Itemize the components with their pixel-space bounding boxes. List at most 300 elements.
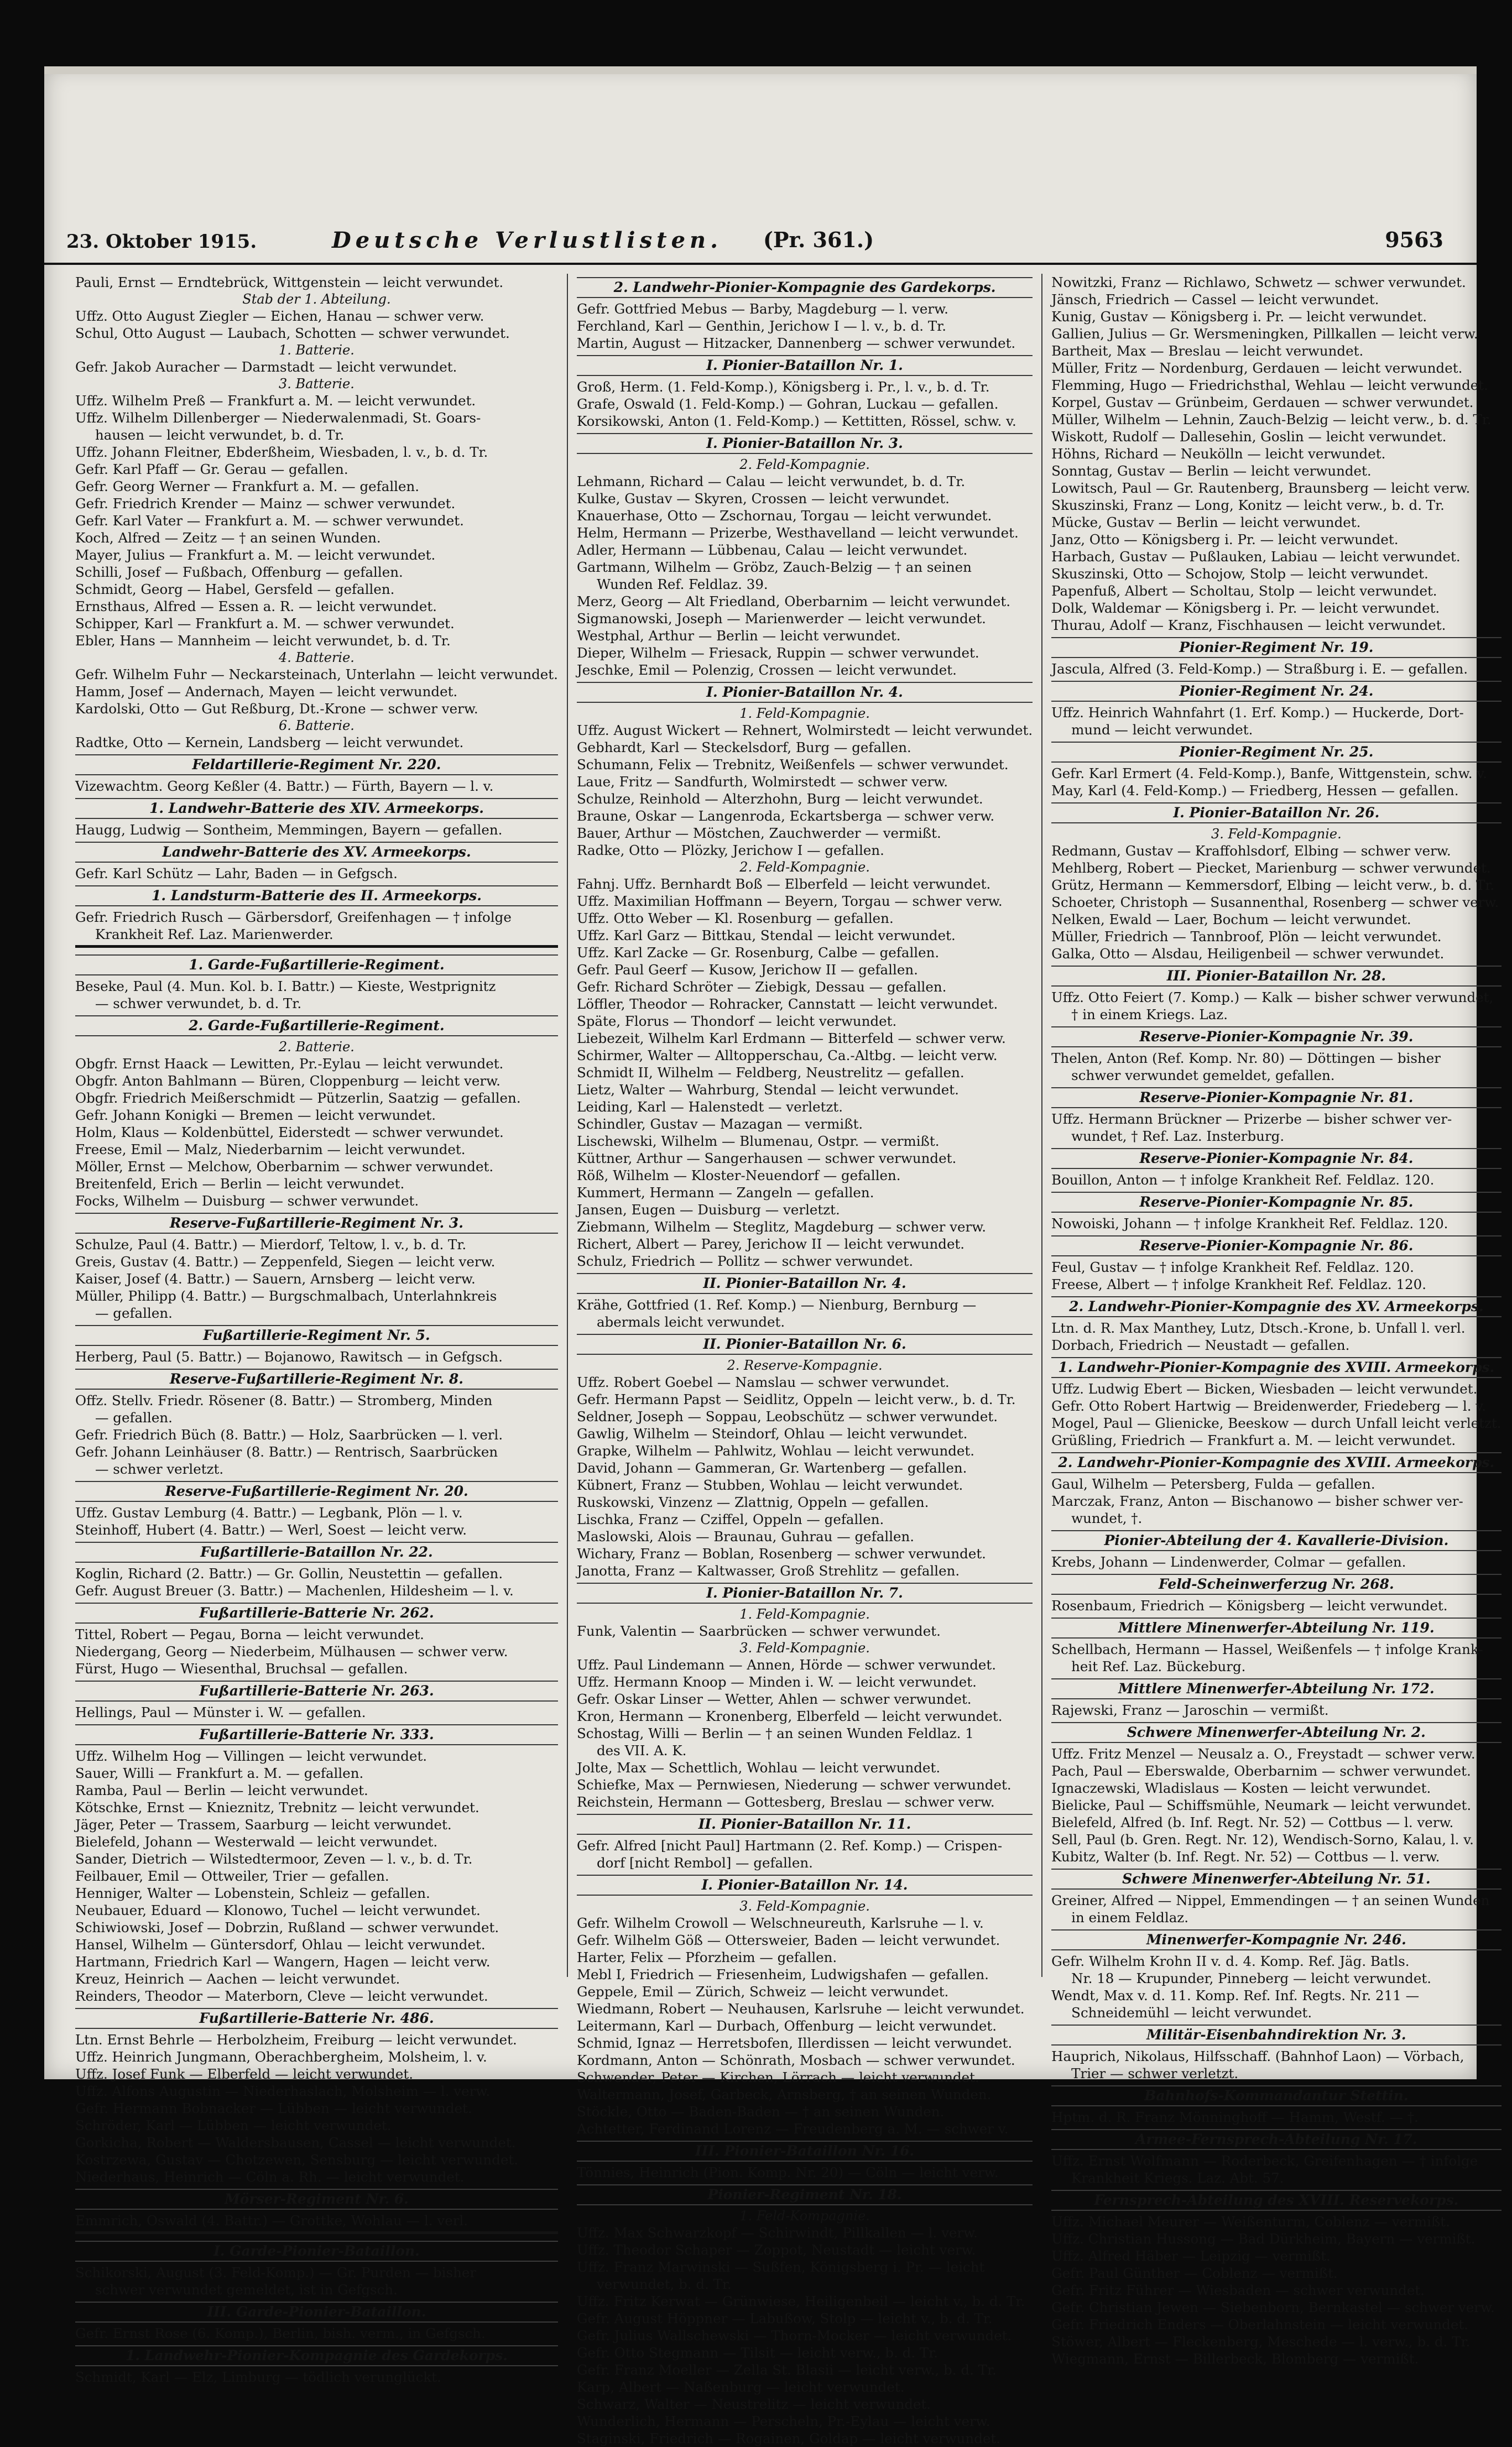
casualty-entry: Müller, Wilhelm — Lehnin, Zauch-Belzig — leicht verw., b. d. Tr. [1051, 411, 1492, 427]
section-heading: 1. Landwehr-Batterie des XIV. Armeekorps. [75, 798, 558, 819]
casualty-entry: Rajewski, Franz — Jaroschin — vermißt. [1051, 1702, 1329, 1718]
casualty-entry: Schumann, Felix — Trebnitz, Weißenfels — schwer verwundet. [576, 756, 1009, 773]
casualty-entry: Uffz. Otto Feiert (7. Komp.) — Kalk — bisher schwer verwundet, [1051, 989, 1494, 1005]
casualty-entry: Funk, Valentin — Saarbrücken — schwer verwundet. [576, 1623, 941, 1639]
casualty-entry: May, Karl (4. Feld-Komp.) — Friedberg, Hessen — gefallen. [1051, 782, 1459, 799]
section-heading: I. Pionier-Bataillon Nr. 4. [577, 682, 1033, 703]
casualty-entry: Schulze, Reinhold — Alterzhohn, Burg — leicht verwundet. [576, 791, 983, 807]
section-heading: Landwehr-Batterie des XV. Armeekorps. [75, 842, 558, 863]
casualty-entry: Gefr. Franz Moeller — Zella St. Blasii — leicht verw., b. d. Tr. [576, 2362, 997, 2378]
casualty-entry: David, Johann — Gammeran, Gr. Wartenberg — gefallen. [576, 1460, 967, 1476]
section-heading: 1. Garde-Fußartillerie-Regiment. [75, 954, 558, 975]
casualty-entry: Niedergang, Georg — Niederbeim, Mülhausen — schwer verw. [75, 1643, 508, 1660]
casualty-entry: Focks, Wilhelm — Duisburg — schwer verwundet. [75, 1193, 419, 1209]
casualty-entry: Kübnert, Franz — Stubben, Wohlau — leicht verwundet. [576, 1477, 963, 1493]
casualty-entry: Mehlberg, Robert — Piecket, Marienburg — schwer verwundet. [1051, 860, 1491, 876]
casualty-entry: Gallien, Julius — Gr. Wersmeningken, Pillkallen — leicht verw. [1051, 326, 1478, 342]
casualty-entry: Gawlig, Wilhelm — Steindorf, Ohlau — leicht verwundet. [576, 1426, 968, 1442]
section-heading: Reserve-Pionier-Kompagnie Nr. 81. [1051, 1087, 1501, 1108]
section-heading: 2. Landwehr-Pionier-Kompagnie des Gardekorps. [577, 277, 1033, 298]
section-heading: Schwere Minenwerfer-Abteilung Nr. 2. [1051, 1722, 1501, 1743]
section-heading: Reserve-Pionier-Kompagnie Nr. 39. [1051, 1026, 1501, 1047]
casualty-entry: Ruskowski, Vinzenz — Zlattnig, Oppeln — gefallen. [576, 1494, 929, 1510]
casualty-entry: Grapke, Wilhelm — Pahlwitz, Wohlau — leicht verwundet. [576, 1443, 975, 1459]
column-right [1041, 274, 1510, 2367]
entry-continuation: — gefallen. [95, 1305, 173, 1321]
entry-continuation: verwundet, b. d. Tr. [596, 2276, 732, 2292]
casualty-entry: Hartmann, Friedrich Karl — Wangern, Hagen — leicht verw. [75, 1954, 491, 1970]
casualty-entry: Adler, Hermann — Lübbenau, Calau — leicht verwundet. [576, 542, 968, 558]
casualty-entry: Löffler, Theodor — Rohracker, Cannstatt — leicht verwundet. [576, 996, 998, 1012]
casualty-entry: Kötschke, Ernst — Knieznitz, Trebnitz — leicht verwundet. [75, 1799, 479, 1815]
entry-continuation: wundet, † Ref. Laz. Insterburg. [1071, 1128, 1285, 1144]
subsection-heading: 3. Feld-Kompagnie. [739, 1640, 870, 1656]
casualty-entry: Schröder, Karl — Lübben — leicht verwundet. [75, 2117, 392, 2133]
casualty-entry: Uffz. Maximilian Hoffmann — Beyern, Torgau — schwer verw. [576, 893, 1003, 909]
casualty-entry: Wunderlich, Hermann — Perscheln, Pr.-Eylau — leicht verw. [576, 2413, 990, 2429]
casualty-entry: Späte, Florus — Thondorf — leicht verwundet. [576, 1013, 897, 1029]
casualty-entry: Obgfr. Anton Bahlmann — Büren, Cloppenburg — leicht verw. [75, 1073, 500, 1089]
casualty-entry: Gefr. Johann Konigki — Bremen — leicht verwundet. [75, 1107, 436, 1123]
casualty-entry: Achtetter, Ferdinand Lorenz — Freudenberg a. M. — schwer v. [576, 2121, 1009, 2137]
section-heading: III. Pionier-Bataillon Nr. 16. [577, 2141, 1033, 2162]
section-heading: 2. Landwehr-Pionier-Kompagnie des XV. Armeekorps. [1051, 1296, 1501, 1317]
casualty-entry: Feilbauer, Emil — Ottweiler, Trier — gefallen. [75, 1868, 389, 1884]
casualty-entry: Reichstein, Hermann — Gottesberg, Breslau — schwer verw. [576, 1794, 995, 1810]
casualty-entry: Gefr. Karl Vater — Frankfurt a. M. — schwer verwundet. [75, 513, 464, 529]
casualty-entry: Gefr. August Breuer (3. Battr.) — Machenlen, Hildesheim — l. v. [75, 1583, 514, 1599]
casualty-entry: Obgfr. Friedrich Meißerschmidt — Pützerlin, Saatzig — gefallen. [75, 1090, 521, 1106]
subsection-heading: 1. Feld-Kompagnie. [739, 2208, 870, 2224]
casualty-entry: Ltn. d. R. Max Manthey, Lutz, Dtsch.-Krone, b. Unfall l. verl. [1051, 1320, 1466, 1336]
header-issue-number: (Pr. 361.) [763, 227, 874, 252]
section-heading: I. Pionier-Bataillon Nr. 26. [1051, 802, 1501, 823]
casualty-entry: Gartmann, Wilhelm — Gröbz, Zauch-Belzig — † an seinen [576, 559, 972, 575]
subsection-heading: 4. Batterie. [278, 650, 354, 665]
casualty-entry: Lietz, Walter — Wahrburg, Stendal — leicht verwundet. [576, 1082, 959, 1098]
casualty-entry: Kordmann, Anton — Schönrath, Mosbach — schwer verwundet. [576, 2052, 1015, 2068]
header-page-number: 9563 [1385, 227, 1443, 252]
casualty-entry: Uffz. Gustav Lemburg (4. Battr.) — Legbank, Plön — l. v. [75, 1505, 463, 1521]
casualty-entry: Schul, Otto August — Laubach, Schotten — schwer verwundet. [75, 325, 510, 341]
divider [75, 2231, 558, 2237]
entry-continuation: hausen — leicht verwundet, b. d. Tr. [95, 427, 345, 443]
casualty-entry: Tittel, Robert — Pegau, Borna — leicht verwundet. [75, 1626, 424, 1642]
subsection-heading: 2. Batterie. [278, 1039, 354, 1055]
casualty-entry: Marczak, Franz, Anton — Bischanowo — bisher schwer ver- [1051, 1493, 1463, 1509]
casualty-entry: Radke, Otto — Plözky, Jerichow I — gefallen. [576, 842, 884, 858]
casualty-entry: Schulze, Paul (4. Battr.) — Mierdorf, Teltow, l. v., b. d. Tr. [75, 1236, 467, 1253]
entry-continuation: Trier — schwer verletzt. [1071, 2065, 1239, 2081]
casualty-entry: Uffz. Fritz Menzel — Neusalz a. O., Freystadt — schwer verw. [1051, 1746, 1475, 1762]
casualty-entry: Schmidt, Georg — Habel, Gersfeld — gefallen. [75, 581, 395, 597]
section-heading: Reserve-Pionier-Kompagnie Nr. 85. [1051, 1192, 1501, 1213]
casualty-entry: Küttner, Arthur — Sangerhausen — schwer verwundet. [576, 1150, 957, 1166]
casualty-entry: Greiner, Alfred — Nippel, Emmendingen — † an seinen Wunden [1051, 1892, 1490, 1908]
casualty-entry: Schellbach, Hermann — Hassel, Weißenfels — † infolge Krank- [1051, 1641, 1483, 1657]
casualty-entry: Mayer, Julius — Frankfurt a. M. — leicht verwundet. [75, 547, 436, 563]
casualty-entry: Gefr. Wilhelm Fuhr — Neckarsteinach, Unterlahn — leicht verwundet. [75, 666, 558, 682]
casualty-entry: Wichary, Franz — Boblan, Rosenberg — schwer verwundet. [576, 1546, 986, 1562]
page-top-edge [44, 66, 1477, 74]
entry-continuation: † in einem Kriegs. Laz. [1071, 1006, 1228, 1022]
casualty-entry: Ignaczewski, Wladislaus — Kosten — leicht verwundet. [1051, 1780, 1431, 1796]
section-heading: Reserve-Fußartillerie-Regiment Nr. 20. [75, 1481, 558, 1502]
casualty-entry: Geppele, Emil — Zürich, Schweiz — leicht verwundet. [576, 1984, 949, 2000]
section-heading: Pionier-Regiment Nr. 24. [1051, 681, 1501, 702]
casualty-entry: Gefr. Jakob Auracher — Darmstadt — leicht verwundet. [75, 359, 457, 375]
casualty-entry: Sonntag, Gustav — Berlin — leicht verwundet. [1051, 463, 1372, 479]
casualty-entry: Bielefeld, Alfred (b. Inf. Regt. Nr. 52) — Cottbus — l. verw. [1051, 1814, 1454, 1830]
casualty-entry: Gorkicha, Robert — Waldersbausen, Cassel — leicht verwundet. [75, 2135, 516, 2151]
section-heading: 1. Landwehr-Pionier-Kompagnie des XVIII. Armeekorps. [1051, 1357, 1501, 1378]
casualty-entry: Uffz. Franz Marwinski — Sußfen, Königsberg i. Pr. — leicht [576, 2259, 985, 2275]
casualty-entry: Seldner, Joseph — Soppau, Leobschütz — schwer verwundet. [576, 1408, 998, 1425]
casualty-entry: Schoeter, Christoph — Susannenthal, Rosenberg — schwer verw. [1051, 894, 1499, 910]
casualty-entry: Uffz. Karl Zacke — Gr. Rosenburg, Calbe — gefallen. [576, 945, 940, 961]
section-heading: Mittlere Minenwerfer-Abteilung Nr. 172. [1051, 1678, 1501, 1699]
entry-continuation: Wunden Ref. Feldlaz. 39. [596, 576, 768, 592]
casualty-entry: Gefr. Karl Ermert (4. Feld-Komp.), Banfe, Wittgenstein, schw. v. [1051, 765, 1488, 781]
casualty-entry: Korsikowski, Anton (1. Feld-Komp.) — Kettitten, Rössel, schw. v. [576, 413, 1016, 429]
casualty-entry: Gefr. Otto Robert Hartwig — Breidenwerder, Friedeberg — l. v. [1051, 1398, 1487, 1414]
casualty-entry: Lischka, Franz — Cziffel, Oppeln — gefallen. [576, 1511, 884, 1527]
casualty-entry: Ziebmann, Wilhelm — Steglitz, Magdeburg — schwer verw. [576, 1219, 987, 1235]
casualty-entry: Grütz, Hermann — Kemmersdorf, Elbing — leicht verw., b. d. Tr. [1051, 877, 1495, 893]
entry-continuation: dorf [nicht Rembol] — gefallen. [596, 1855, 813, 1871]
casualty-entry: Gefr. Hermann Papst — Seidlitz, Oppeln — leicht verw., b. d. Tr. [576, 1391, 1016, 1407]
casualty-entry: Freese, Albert — † infolge Krankheit Ref. Feldlaz. 120. [1051, 1276, 1426, 1292]
casualty-entry: Jolte, Max — Schettlich, Wohlau — leicht verwundet. [576, 1760, 941, 1776]
casualty-entry: Leitermann, Karl — Durbach, Offenburg — leicht verwundet. [576, 2018, 997, 2034]
casualty-entry: Wiegmann, Ernst — Billerbeck, Blomberg — vermißt. [1051, 2351, 1419, 2367]
entry-continuation: schwer verwundet gemeldet, ist in Gefgsch. [95, 2282, 398, 2298]
casualty-entry: Gefr. Wilhelm Krohn II v. d. 4. Komp. Ref. Jäg. Batls. [1051, 1953, 1410, 1969]
casualty-entry: Kubitz, Walter (b. Inf. Regt. Nr. 52) — Cottbus — l. verw. [1051, 1849, 1440, 1865]
casualty-entry: Wiedmann, Robert — Neuhausen, Karlsruhe — leicht verwundet. [576, 2001, 1025, 2017]
casualty-entry: Gefr. Oskar Linser — Wetter, Ahlen — schwer verwundet. [576, 1691, 972, 1707]
casualty-entry: Radtke, Otto — Kernein, Landsberg — leicht verwundet. [75, 734, 464, 750]
subsection-heading: 2. Feld-Kompagnie. [739, 859, 870, 875]
casualty-entry: Uffz. Hermann Knoop — Minden i. W. — leicht verwundet. [576, 1674, 977, 1690]
casualty-entry: Wendt, Max v. d. 11. Komp. Ref. Inf. Regts. Nr. 211 — [1051, 1987, 1420, 2003]
casualty-entry: Emmrich, Oswald (4. Battr.) — Grottke, Wohlau — l. verl. [75, 2213, 468, 2229]
casualty-entry: Gefr. Paul Geerf — Kusow, Jerichow II — gefallen. [576, 962, 918, 978]
casualty-entry: Gefr. Ernst Rose (6. Komp.), Berlin, bish. verm., in Gefgsch. [75, 2325, 486, 2341]
casualty-entry: Gefr. Karl Schütz — Lahr, Baden — in Gefgsch. [75, 865, 398, 881]
casualty-entry: Schwender, Peter — Kirchen, Lörrach — leicht verwundet. [576, 2069, 979, 2085]
entry-continuation: Krankheit Kriegs. Laz. Abt. 57. [1071, 2170, 1284, 2186]
casualty-entry: Papenfuß, Albert — Scholtau, Stolp — leicht verwundet. [1051, 583, 1437, 599]
casualty-entry: Gefr. Wilhelm Crowoll — Welschneureuth, Karlsruhe — l. v. [576, 1915, 984, 1931]
section-heading: Pionier-Regiment Nr. 19. [1051, 637, 1501, 658]
casualty-entry: Jänsch, Friedrich — Cassel — leicht verwundet. [1051, 291, 1379, 307]
casualty-entry: Uffz. Alfred Häber — Leipzig — vermißt. [1051, 2248, 1331, 2264]
casualty-entry: Leiding, Karl — Halenstedt — verletzt. [576, 1099, 843, 1115]
subsection-heading: 2. Reserve-Kompagnie. [727, 1358, 883, 1373]
casualty-entry: Uffz. Johann Fleitner, Ebderßheim, Wiesbaden, l. v., b. d. Tr. [75, 444, 488, 460]
casualty-entry: Gefr. Karl Pfaff — Gr. Gerau — gefallen. [75, 461, 348, 477]
subsection-heading: 3. Feld-Kompagnie. [739, 1898, 870, 1914]
casualty-entry: Gebhardt, Karl — Steckelsdorf, Burg — gefallen. [576, 739, 911, 755]
entry-continuation: — schwer verwundet, b. d. Tr. [95, 995, 302, 1011]
casualty-entry: Gaul, Wilhelm — Petersberg, Fulda — gefallen. [1051, 1476, 1375, 1492]
section-heading: II. Pionier-Bataillon Nr. 11. [577, 1814, 1033, 1835]
entry-continuation: schwer verwundet gemeldet, gefallen. [1071, 1067, 1335, 1083]
page-header [44, 224, 1477, 265]
newspaper-page [44, 66, 1501, 2446]
casualty-entry: Staginski, Friedrich — Rogainen, Goldap — leicht verwundet. [576, 2430, 1001, 2446]
casualty-entry: Offz. Stellv. Friedr. Rösener (8. Battr.) — Stromberg, Minden [75, 1392, 493, 1408]
casualty-entry: Müller, Fritz — Nordenburg, Gerdauen — leicht verwundet. [1051, 360, 1463, 376]
casualty-entry: Haugg, Ludwig — Sontheim, Memmingen, Bayern — gefallen. [75, 822, 503, 838]
casualty-entry: Rosenbaum, Friedrich — Königsberg — leicht verwundet. [1051, 1598, 1448, 1614]
column-left [66, 274, 567, 2385]
casualty-entry: Kardolski, Otto — Gut Reßburg, Dt.-Krone — schwer verw. [75, 701, 478, 717]
casualty-entry: Hptm. d. R. Franz Mönninghoff — Hamm, Westf. — †. [1051, 2109, 1419, 2125]
section-heading: Militär-Eisenbahndirektion Nr. 3. [1051, 2025, 1501, 2046]
casualty-entry: Gefr. Friedrich Rusch — Gärbersdorf, Greifenhagen — † infolge [75, 909, 512, 925]
subsection-heading: Stab der 1. Abteilung. [242, 291, 391, 307]
section-heading: Fußartillerie-Regiment Nr. 5. [75, 1325, 558, 1346]
casualty-entry: Greis, Gustav (4. Battr.) — Zeppenfeld, Siegen — leicht verw. [75, 1254, 496, 1270]
casualty-entry: Uffz. Robert Goebel — Namslau — schwer verwundet. [576, 1374, 950, 1390]
casualty-entry: Groß, Herm. (1. Feld-Komp.), Königsberg i. Pr., l. v., b. d. Tr. [576, 379, 990, 395]
casualty-entry: Kron, Hermann — Kronenberg, Elberfeld — leicht verwundet. [576, 1708, 1003, 1724]
casualty-entry: Gefr. Johann Leinhäuser (8. Battr.) — Rentrisch, Saarbrücken [75, 1444, 498, 1460]
casualty-entry: Grafe, Oswald (1. Feld-Komp.) — Gohran, Luckau — gefallen. [576, 396, 999, 412]
casualty-entry: Mogel, Paul — Glienicke, Beeskow — durch Unfall leicht verletzt. [1051, 1415, 1501, 1431]
casualty-entry: Kulke, Gustav — Skyren, Crossen — leicht verwundet. [576, 491, 950, 507]
casualty-entry: Schostag, Willi — Berlin — † an seinen Wunden Feldlaz. 1 [576, 1725, 974, 1741]
casualty-entry: Gefr. Gottfried Mebus — Barby, Magdeburg — l. verw. [576, 301, 948, 317]
casualty-entry: Röß, Wilhelm — Kloster-Neuendorf — gefallen. [576, 1167, 901, 1183]
subsection-heading: 1. Batterie. [278, 342, 354, 358]
casualty-entry: Feul, Gustav — † infolge Krankheit Ref. Feldlaz. 120. [1051, 1259, 1414, 1275]
section-heading: Fußartillerie-Batterie Nr. 486. [75, 2008, 558, 2029]
casualty-entry: Kostrzewa, Gustav — Chotzewen, Sensburg — leicht verwundet. [75, 2152, 518, 2168]
section-heading: II. Pionier-Bataillon Nr. 6. [577, 1334, 1033, 1355]
casualty-entry: Uffz. Michael Meurer — Weißenturm, Coblenz — vermißt. [1051, 2214, 1450, 2230]
casualty-entry: Ebler, Hans — Mannheim — leicht verwundet, b. d. Tr. [75, 633, 451, 649]
casualty-entry: Lischewski, Wilhelm — Blumenau, Ostpr. — vermißt. [576, 1133, 940, 1149]
entry-continuation: wundet, †. [1071, 1510, 1143, 1526]
casualty-entry: Jäger, Peter — Trassem, Saarburg — leicht verwundet. [75, 1817, 452, 1833]
entry-continuation: des VII. A. K. [596, 1742, 687, 1759]
casualty-entry: Sander, Dietrich — Wilstedtermoor, Zeven — l. v., b. d. Tr. [75, 1851, 473, 1867]
casualty-entry: Uffz. Alfons Augustin — Niederhaslach, Molsheim — l. verw. [75, 2083, 491, 2099]
entry-continuation: — gefallen. [95, 1410, 173, 1426]
entry-continuation: heit Ref. Laz. Bückeburg. [1071, 1658, 1246, 1674]
casualty-entry: Ltn. Ernst Behrle — Herbolzheim, Freiburg — leicht verwundet. [75, 2032, 517, 2048]
subsection-heading: 1. Feld-Kompagnie. [739, 706, 870, 721]
casualty-entry: Hellings, Paul — Münster i. W. — gefallen. [75, 1704, 366, 1720]
casualty-entry: Beseke, Paul (4. Mun. Kol. b. I. Battr.) — Kieste, Westprignitz [75, 978, 496, 994]
entry-continuation: — schwer verletzt. [95, 1461, 224, 1477]
casualty-entry: Schindler, Gustav — Mazagan — vermißt. [576, 1116, 863, 1132]
casualty-entry: Steinhoff, Hubert (4. Battr.) — Werl, Soest — leicht verw. [75, 1522, 467, 1538]
casualty-entry: Koglin, Richard (2. Battr.) — Gr. Gollin, Neustettin — gefallen. [75, 1566, 503, 1582]
casualty-entry: Fürst, Hugo — Wiesenthal, Bruchsal — gefallen. [75, 1661, 408, 1677]
casualty-entry: Gefr. Otto Stegmann — Tilsit — leicht verw., b. d. Tr. [576, 2345, 939, 2361]
casualty-entry: Schilli, Josef — Fußbach, Offenburg — gefallen. [75, 564, 403, 580]
casualty-entry: Schmidt II, Wilhelm — Feldberg, Neustrelitz — gefallen. [576, 1065, 964, 1081]
casualty-entry: Jansen, Eugen — Duisburg — verletzt. [576, 1202, 840, 1218]
casualty-entry: Liebezeit, Wilhelm Karl Erdmann — Bitterfeld — schwer verw. [576, 1030, 1006, 1046]
casualty-entry: Schiwiowski, Josef — Dobrzin, Rußland — schwer verwundet. [75, 1919, 499, 1935]
section-heading: Minenwerfer-Kompagnie Nr. 246. [1051, 1929, 1501, 1950]
casualty-entry: Uffz. Christian Hussong — Bad Dürkheim, Bayern — vermißt. [1051, 2231, 1475, 2247]
casualty-entry: Ramba, Paul — Berlin — leicht verwundet. [75, 1782, 368, 1798]
section-heading: Reserve-Fußartillerie-Regiment Nr. 8. [75, 1369, 558, 1390]
subsection-heading: 3. Batterie. [278, 376, 354, 392]
casualty-entry: Skuszinski, Franz — Long, Konitz — leicht verw., b. d. Tr. [1051, 497, 1445, 513]
casualty-entry: Bielicke, Paul — Schiffsmühle, Neumark — leicht verwundet. [1051, 1797, 1472, 1813]
casualty-entry: Grüßling, Friedrich — Frankfurt a. M. — leicht verwundet. [1051, 1432, 1456, 1448]
section-heading: Pionier-Abteilung der 4. Kavallerie-Division. [1051, 1530, 1501, 1551]
casualty-entry: Schipper, Karl — Frankfurt a. M. — schwer verwundet. [75, 615, 455, 632]
subsection-heading: 1. Feld-Kompagnie. [739, 1606, 870, 1622]
entry-continuation: abermals leicht verwundet. [596, 1314, 785, 1330]
casualty-entry: Koch, Alfred — Zeitz — † an seinen Wunden. [75, 530, 381, 546]
casualty-entry: Kunig, Gustav — Königsberg i. Pr. — leicht verwundet. [1051, 309, 1427, 325]
casualty-entry: Helm, Hermann — Prizerbe, Westhavelland — leicht verwundet. [576, 525, 1019, 541]
casualty-entry: Reinders, Theodor — Materborn, Cleve — leicht verwundet. [75, 1988, 488, 2004]
section-heading: Mittlere Minenwerfer-Abteilung Nr. 119. [1051, 1618, 1501, 1639]
section-heading: Armee-Fernsprech-Abteilung Nr. 17. [1051, 2129, 1501, 2150]
casualty-entry: Nelken, Ewald — Laer, Bochum — leicht verwundet. [1051, 911, 1411, 927]
section-heading: I. Pionier-Bataillon Nr. 3. [577, 433, 1033, 454]
casualty-entry: Westphal, Arthur — Berlin — leicht verwundet. [576, 628, 901, 644]
casualty-entry: Flemming, Hugo — Friedrichsthal, Wehlau — leicht verwundet. [1051, 377, 1488, 393]
section-heading: Fußartillerie-Batterie Nr. 263. [75, 1681, 558, 1702]
casualty-entry: Gefr. Fritz Führer — Wiesbaden — schwer verwundet. [1051, 2282, 1425, 2298]
casualty-entry: Janotta, Franz — Kaltwasser, Groß Strehlitz — gefallen. [576, 1563, 960, 1579]
casualty-entry: Thelen, Anton (Ref. Komp. Nr. 80) — Döttingen — bisher [1051, 1050, 1441, 1066]
section-heading: 1. Landwehr-Pionier-Kompagnie des Gardekorps. [75, 2345, 558, 2366]
casualty-entry: Uffz. Theodor Schaper — Zoppot, Neustadt — leicht verw. [576, 2242, 976, 2258]
casualty-entry: Bielefeld, Johann — Westerwald — leicht verwundet. [75, 1834, 438, 1850]
section-heading: 1. Landsturm-Batterie des II. Armeekorps. [75, 885, 558, 906]
casualty-entry: Henniger, Walter — Lobenstein, Schleiz — gefallen. [75, 1885, 430, 1901]
section-heading: Fußartillerie-Batterie Nr. 333. [75, 1724, 558, 1745]
casualty-entry: Müller, Friedrich — Tannbroof, Plön — leicht verwundet. [1051, 928, 1442, 945]
casualty-entry: Niederhaus, Heinrich — Cöln a. Rh. — leicht verwundet. [75, 2169, 465, 2185]
casualty-entry: Gefr. Hermann Bobnacker — Lübben — leicht verwundet. [75, 2100, 472, 2116]
casualty-entry: Stöwer, Albert — Fleckenberg, Meschede — l. verw., b. d. Tr. [1051, 2334, 1471, 2350]
casualty-entry: Jeschke, Emil — Polenzig, Crossen — leicht verwundet. [576, 662, 957, 678]
entry-continuation: in einem Feldlaz. [1071, 1909, 1189, 1926]
casualty-entry: Uffz. Hermann Brückner — Prizerbe — bisher schwer ver- [1051, 1111, 1452, 1127]
casualty-entry: Uffz. Fritz Kerwat — Grünwiese, Heiligenbeil — leicht v., b. d. Tr. [576, 2293, 1025, 2309]
casualty-entry: Gefr. Friedrich Büch (8. Battr.) — Holz, Saarbrücken — l. verl. [75, 1427, 503, 1443]
casualty-entry: Ferchland, Karl — Genthin, Jerichow I — l. v., b. d. Tr. [576, 318, 946, 334]
casualty-entry: Merz, Georg — Alt Friedland, Oberbarnim — leicht verwundet. [576, 593, 1010, 609]
casualty-entry: Dorbach, Friedrich — Neustadt — gefallen. [1051, 1337, 1350, 1353]
casualty-entry: Schikorski, August (3. Feld-Komp.) — Gr. Purden — bisher [75, 2265, 477, 2281]
entry-continuation: Nr. 18 — Krupunder, Pinneberg — leicht verwundet. [1071, 1970, 1431, 1986]
casualty-entry: Hauprich, Nikolaus, Hilfsschaff. (Bahnhof Laon) — Vörbach, [1051, 2048, 1464, 2064]
casualty-entry: Möller, Ernst — Melchow, Oberbarnim — schwer verwundet. [75, 1159, 494, 1175]
casualty-entry: Maslowski, Alois — Braunau, Guhrau — gefallen. [576, 1528, 915, 1545]
casualty-entry: Wiskott, Rudolf — Dallesehin, Goslin — leicht verwundet. [1051, 429, 1447, 445]
divider [75, 945, 558, 951]
casualty-entry: Krähe, Gottfried (1. Ref. Komp.) — Nienburg, Bernburg — [576, 1297, 977, 1313]
section-heading: Pionier-Regiment Nr. 18. [577, 2184, 1033, 2205]
casualty-entry: Schiefke, Max — Pernwiesen, Niederung — schwer verwundet. [576, 1777, 1012, 1793]
casualty-entry: Krebs, Johann — Lindenwerder, Colmar — gefallen. [1051, 1554, 1406, 1570]
section-heading: Reserve-Fußartillerie-Regiment Nr. 3. [75, 1213, 558, 1234]
columns [66, 274, 1501, 2446]
casualty-entry: Bouillon, Anton — † infolge Krankheit Ref. Feldlaz. 120. [1051, 1172, 1435, 1188]
section-heading: Mörser-Regiment Nr. 6. [75, 2189, 558, 2210]
casualty-entry: Bauer, Arthur — Möstchen, Zauchwerder — vermißt. [576, 825, 941, 841]
section-heading: Reserve-Pionier-Kompagnie Nr. 86. [1051, 1235, 1501, 1256]
section-heading: Feldartillerie-Regiment Nr. 220. [75, 754, 558, 775]
section-heading: I. Pionier-Bataillon Nr. 1. [577, 355, 1033, 376]
casualty-entry: Sauer, Willi — Frankfurt a. M. — gefallen. [75, 1765, 364, 1781]
casualty-entry: Sell, Paul (b. Gren. Regt. Nr. 12), Wendisch-Sorno, Kalau, l. v. [1051, 1832, 1474, 1848]
casualty-entry: Gefr. Alfred [nicht Paul] Hartmann (2. Ref. Komp.) — Crispen- [576, 1838, 1003, 1854]
casualty-entry: Uffz. August Wickert — Rehnert, Wolmirstedt — leicht verwundet. [576, 722, 1033, 738]
casualty-entry: Schwarz, Walter — Neustrelitz — leicht verwundet. [576, 2396, 931, 2412]
casualty-entry: Janz, Otto — Königsberg i. Pr. — leicht verwundet. [1051, 531, 1399, 547]
entry-continuation: Schneidemühl — leicht verwundet. [1071, 2005, 1312, 2021]
casualty-entry: Dieper, Wilhelm — Friesack, Ruppin — schwer verwundet. [576, 645, 979, 661]
casualty-entry: Stöckle, Otto — Baden-Baden — † an seinen Wunden. [576, 2104, 945, 2120]
section-heading: III. Garde-Pionier-Bataillon. [75, 2302, 558, 2323]
casualty-entry: Galka, Otto — Alsdau, Heiligenbeil — schwer verwundet. [1051, 946, 1445, 962]
section-heading: 2. Garde-Fußartillerie-Regiment. [75, 1015, 558, 1036]
casualty-entry: Nowoiski, Johann — † infolge Krankheit Ref. Feldlaz. 120. [1051, 1215, 1448, 1232]
casualty-entry: Skuszinski, Otto — Schojow, Stolp — leicht verwundet. [1051, 566, 1428, 582]
casualty-entry: Müller, Philipp (4. Battr.) — Burgschmalbach, Unterlahnkreis [75, 1288, 497, 1304]
casualty-entry: Gefr. Wilhelm Göß — Ottersweier, Baden — leicht verwundet. [576, 1932, 1000, 1948]
casualty-entry: Gefr. Paul Günther — Coblenz — vermißt. [1051, 2265, 1338, 2281]
section-heading: Reserve-Pionier-Kompagnie Nr. 84. [1051, 1148, 1501, 1169]
casualty-entry: Uffz. Heinrich Jungmann, Oberachbergheim, Molsheim, l. v. [75, 2049, 487, 2065]
casualty-entry: Uffz. Paul Lindemann — Annen, Hörde — schwer verwundet. [576, 1657, 997, 1673]
casualty-entry: Harbach, Gustav — Pußlauken, Labiau — leicht verwundet. [1051, 549, 1461, 565]
casualty-entry: Gefr. Georg Werner — Frankfurt a. M. — gefallen. [75, 478, 420, 494]
casualty-entry: Gefr. August Höppner — Labußow, Stolp — leicht v., b. d. Tr. [576, 2310, 993, 2326]
casualty-entry: Uffz. Ernst Wolfmann — Roderbeck, Greifenhagen — † infolge [1051, 2153, 1478, 2169]
casualty-entry: Kreuz, Heinrich — Aachen — leicht verwundet. [75, 1971, 400, 1987]
casualty-entry: Freese, Emil — Malz, Niederbarnim — leicht verwundet. [75, 1141, 466, 1157]
casualty-entry: Korpel, Gustav — Grünbeim, Gerdauen — schwer verwundet. [1051, 394, 1474, 410]
casualty-entry: Uffz. Max Schwarzkopf — Schirwindt, Pillkallen — l. verw. [576, 2225, 978, 2241]
casualty-entry: Waltermann, Josef, Garbeck, Arnsberg, † an seinen Wunden. [576, 2086, 992, 2102]
casualty-entry: Bartheit, Max — Breslau — leicht verwundet. [1051, 343, 1364, 359]
casualty-entry: Uffz. Ludwig Ebert — Bicken, Wiesbaden — leicht verwundet. [1051, 1381, 1478, 1397]
casualty-entry: Laue, Fritz — Sandfurth, Wolmirstedt — schwer verw. [576, 774, 948, 790]
casualty-entry: Kummert, Hermann — Zangeln — gefallen. [576, 1185, 874, 1201]
header-title: Deutsche Verlustlisten. [332, 227, 723, 253]
subsection-heading: 6. Batterie. [278, 718, 354, 733]
casualty-entry: Vizewachtm. Georg Keßler (4. Battr.) — Fürth, Bayern — l. v. [75, 778, 494, 794]
section-heading: Pionier-Regiment Nr. 25. [1051, 742, 1501, 763]
casualty-entry: Schmidt, Karl — Elz, Limburg — tödlich verunglückt. [75, 2369, 441, 2385]
casualty-entry: Gefr. Friedrich Enders — Oberlahnstein — leicht verwundet. [1051, 2316, 1468, 2333]
casualty-entry: Nowitzki, Franz — Richlawo, Schwetz — schwer verwundet. [1051, 274, 1466, 290]
casualty-entry: Thurau, Adolf — Kranz, Fischhausen — leicht verwundet. [1051, 617, 1446, 633]
casualty-entry: Martin, August — Hitzacker, Dannenberg — schwer verwundet. [576, 335, 1016, 351]
subsection-heading: 2. Feld-Kompagnie. [739, 457, 870, 472]
casualty-entry: Jascula, Alfred (3. Feld-Komp.) — Straßburg i. E. — gefallen. [1051, 661, 1468, 677]
casualty-entry: Ernsthaus, Alfred — Essen a. R. — leicht verwundet. [75, 598, 437, 614]
casualty-entry: Hamm, Josef — Andernach, Mayen — leicht verwundet. [75, 684, 458, 700]
section-heading: Fußartillerie-Bataillon Nr. 22. [75, 1542, 558, 1563]
